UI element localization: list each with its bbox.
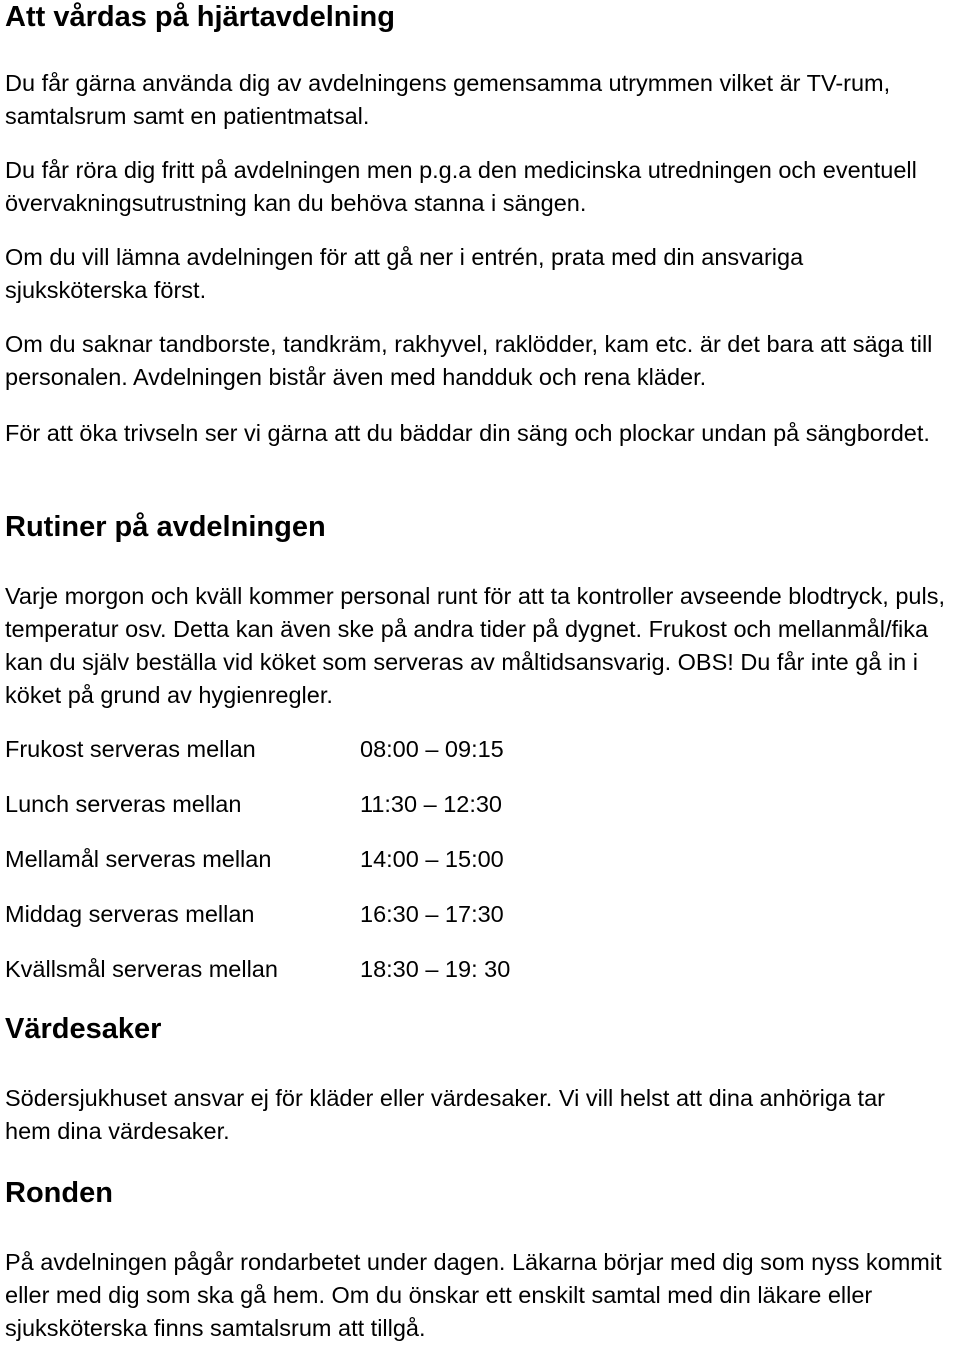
- meal-time: 11:30 – 12:30: [360, 791, 502, 817]
- paragraph-common-spaces: Du får gärna använda dig av avdelningens gemensamma utrymmen vilket är TV-rum, samtalsrum samt en patientmatsal.: [5, 70, 891, 129]
- meal-row-snack: [5, 843, 705, 898]
- meal-label: Mellamål serveras mellan: [5, 846, 272, 872]
- routines-heading: Rutiner på avdelningen: [5, 511, 326, 543]
- meal-schedule: [5, 733, 705, 1008]
- meal-time: 16:30 – 17:30: [360, 901, 504, 927]
- meal-time: 14:00 – 15:00: [360, 846, 504, 872]
- meal-row-dinner: [5, 898, 705, 953]
- valuables-heading: Värdesaker: [5, 1013, 162, 1045]
- meal-row-breakfast: [5, 733, 705, 788]
- meal-time: 08:00 – 09:15: [360, 736, 504, 762]
- meal-label: Frukost serveras mellan: [5, 736, 256, 762]
- paragraph-rounds: På avdelningen pågår rondarbetet under dagen. Läkarna börjar med dig som nyss kommit eller med dig som ska gå hem. Om du önskar ett enskilt samtal med din läkare eller sjuksköterska finns samtalsrum att tillgå.: [5, 1249, 942, 1341]
- meal-row-evening: [5, 953, 705, 1008]
- paragraph-tidy-bed: För att öka trivseln ser vi gärna att du bäddar din säng och plockar undan på sängbordet.: [5, 420, 930, 446]
- paragraph-toiletries: Om du saknar tandborste, tandkräm, rakhyvel, raklödder, kam etc. är det bara att säga till personalen. Avdelningen bistår även med handduk och rena kläder.: [5, 331, 933, 390]
- meal-label: Middag serveras mellan: [5, 901, 255, 927]
- rounds-heading: Ronden: [5, 1177, 113, 1209]
- meal-row-lunch: [5, 788, 705, 843]
- paragraph-leaving-ward: Om du vill lämna avdelningen för att gå ner i entrén, prata med din ansvariga sjuksköterska först.: [5, 244, 804, 303]
- paragraph-valuables: Södersjukhuset ansvar ej för kläder eller värdesaker. Vi vill helst att dina anhöriga tar hem dina värdesaker.: [5, 1085, 885, 1144]
- meal-time: 18:30 – 19: 30: [360, 956, 511, 982]
- paragraph-free-movement: Du får röra dig fritt på avdelningen men p.g.a den medicinska utredningen och eventuell övervakningsutrustning kan du behöva stanna i sängen.: [5, 157, 917, 216]
- meal-label: Lunch serveras mellan: [5, 791, 242, 817]
- page-title: Att vårdas på hjärtavdelning: [5, 1, 395, 33]
- meal-label: Kvällsmål serveras mellan: [5, 956, 278, 982]
- paragraph-routines: Varje morgon och kväll kommer personal runt för att ta kontroller avseende blodtryck, puls, temperatur osv. Detta kan även ske på andra tider på dygnet. Frukost och mellanmål/fika kan du själv beställa vid köket som serveras av måltidsansvarig. OBS! Du får inte gå in i köket på grund av hygienregler.: [5, 583, 945, 708]
